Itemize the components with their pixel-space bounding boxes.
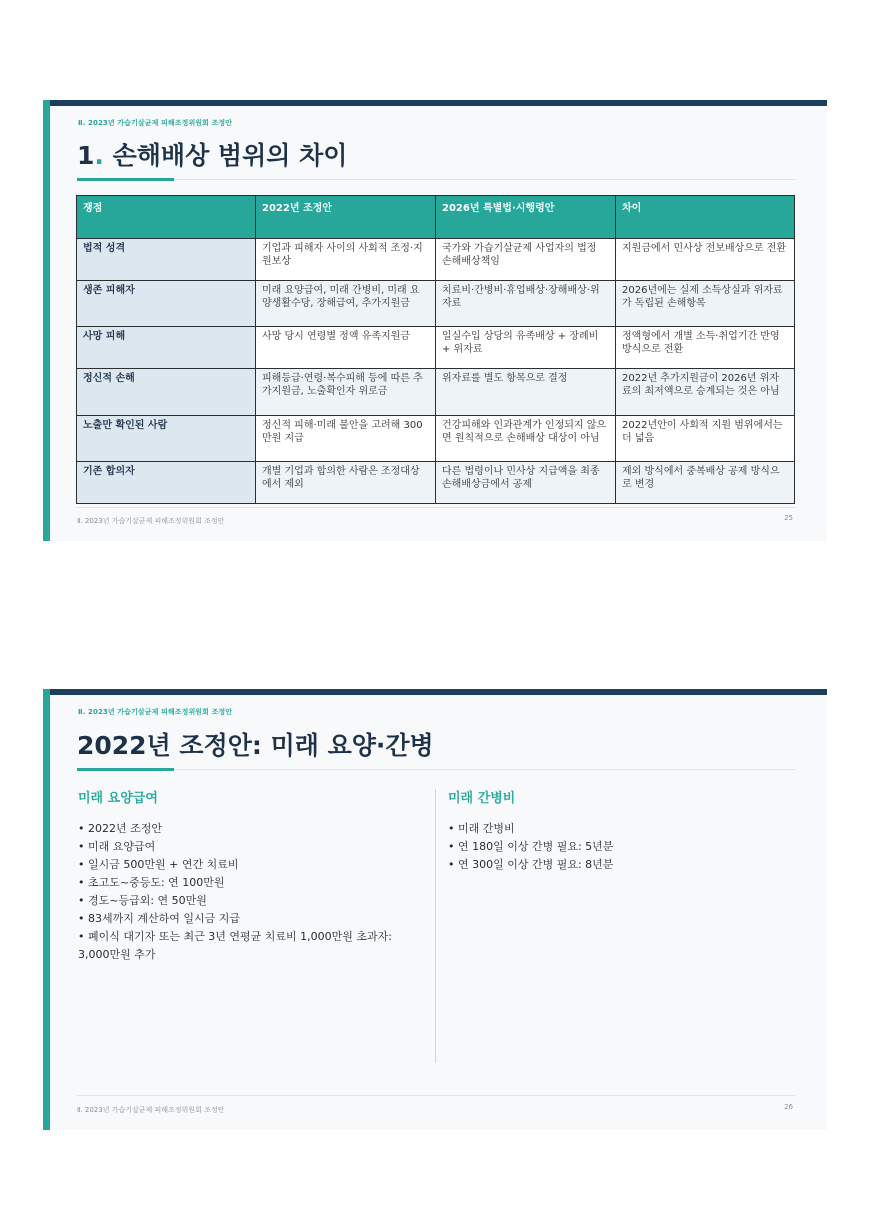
slide-left-accent-bar	[43, 689, 50, 1130]
title-number: 1	[77, 141, 95, 170]
table-cell: 노출만 확인된 사람	[77, 416, 256, 462]
title-accent	[77, 768, 174, 771]
table-cell: 기업과 피해자 사이의 사회적 조정·지원보상	[256, 239, 436, 281]
page-number: 25	[784, 514, 793, 522]
list-item: • 미래 요양급여	[78, 840, 156, 853]
footer-section-label: Ⅱ. 2023년 가습기살균제 피해조정위원회 조정안	[77, 1106, 225, 1114]
page-number: 26	[784, 1103, 793, 1111]
table-cell: 2022년 추가지원금이 2026년 위자료의 최저액으로 승계되는 것은 아님	[616, 369, 795, 416]
title-accent	[77, 178, 174, 181]
title-rule	[77, 769, 795, 770]
title-rule	[77, 179, 795, 180]
table-row	[77, 281, 795, 327]
table-cell: 정신적 손해	[77, 369, 256, 416]
list-item: • 2022년 조정안	[78, 822, 162, 835]
list-item: • 초고도~중등도: 연 100만원	[78, 876, 225, 889]
table-cell: 국가와 가습기살균제 사업자의 법정 손해배상책임	[436, 239, 616, 281]
comparison-table	[76, 195, 795, 504]
table-cell: 미래 요양급여, 미래 간병비, 미래 요양생활수당, 장해급여, 추가지원금	[256, 281, 436, 327]
table-cell: 생존 피해자	[77, 281, 256, 327]
slide-title	[77, 136, 347, 172]
list-item: • 일시금 500만원 + 연간 치료비	[78, 858, 239, 871]
table-cell: 위자료를 별도 항목으로 결정	[436, 369, 616, 416]
table-cell: 사망 피해	[77, 327, 256, 369]
right-bullet-list	[448, 820, 788, 874]
list-item: • 연 300일 이상 간병 필요: 8년분	[448, 858, 614, 871]
table-row	[77, 327, 795, 369]
left-bullet-list	[78, 820, 418, 964]
slide-top-bar	[43, 100, 827, 106]
list-item: • 미래 간병비	[448, 822, 515, 835]
table-cell: 일실수입 상당의 유족배상 + 장례비 + 위자료	[436, 327, 616, 369]
table-row	[77, 462, 795, 504]
table-cell: 제외 방식에서 중복배상 공제 방식으로 변경	[616, 462, 795, 504]
list-item: • 경도~등급외: 연 50만원	[78, 894, 207, 907]
header-difference: 차이	[616, 196, 795, 239]
list-item: • 연 180일 이상 간병 필요: 5년분	[448, 840, 614, 853]
slide-page-25	[43, 100, 827, 541]
column-divider	[435, 789, 436, 1063]
slide-title: 2022년 조정안: 미래 요양·간병	[77, 731, 434, 760]
slide-top-bar	[43, 689, 827, 695]
list-item: • 83세까지 계산하여 일시금 지급	[78, 912, 240, 925]
table-cell: 다른 법령이나 민사상 지급액을 최종 손해배상금에서 공제	[436, 462, 616, 504]
table-cell: 2022년안이 사회적 지원 범위에서는 더 넓음	[616, 416, 795, 462]
right-column-future-nursing	[448, 787, 788, 874]
section-kicker: Ⅱ. 2023년 가습기살균제 피해조정위원회 조정안	[78, 119, 233, 127]
table-cell: 기존 합의자	[77, 462, 256, 504]
table-cell: 개별 기업과 합의한 사람은 조정대상에서 제외	[256, 462, 436, 504]
table-cell: 치료비·간병비·휴업배상·장해배상·위자료	[436, 281, 616, 327]
footer-rule	[77, 507, 795, 508]
right-column-heading: 미래 간병비	[448, 791, 516, 806]
table-cell: 2026년에는 실제 소득상실과 위자료가 독립된 손해항목	[616, 281, 795, 327]
table-cell: 정신적 피해·미래 불안을 고려해 300만원 지급	[256, 416, 436, 462]
section-kicker: Ⅱ. 2023년 가습기살균제 피해조정위원회 조정안	[78, 708, 233, 716]
title-text: 손해배상 범위의 차이	[112, 141, 348, 170]
table-row	[77, 416, 795, 462]
slide-left-accent-bar	[43, 100, 50, 541]
table-cell: 지원금에서 민사상 전보배상으로 전환	[616, 239, 795, 281]
list-item: • 폐이식 대기자 또는 최근 3년 연평균 치료비 1,000만원 초과자: 3,000만원 추가	[78, 930, 392, 961]
title-dot: .	[94, 141, 104, 170]
table-cell: 법적 성격	[77, 239, 256, 281]
footer-rule	[77, 1095, 795, 1096]
table-header-row	[77, 196, 795, 239]
footer-section-label: Ⅱ. 2023년 가습기살균제 피해조정위원회 조정안	[77, 517, 225, 525]
header-issue: 쟁점	[77, 196, 256, 239]
table-row	[77, 369, 795, 416]
left-column-future-care	[78, 787, 418, 964]
slide-page-26	[43, 689, 827, 1130]
table-cell: 정액형에서 개별 소득·취업기간 반영 방식으로 전환	[616, 327, 795, 369]
table-cell: 피해등급·연령·복수피해 등에 따른 추가지원금, 노출확인자 위로금	[256, 369, 436, 416]
table-row	[77, 239, 795, 281]
header-2026: 2026년 특별법·시행령안	[436, 196, 616, 239]
left-column-heading: 미래 요양급여	[78, 791, 158, 806]
table-cell: 건강피해와 인과관계가 인정되지 않으면 원칙적으로 손해배상 대상이 아님	[436, 416, 616, 462]
header-2022: 2022년 조정안	[256, 196, 436, 239]
table-cell: 사망 당시 연령별 정액 유족지원금	[256, 327, 436, 369]
